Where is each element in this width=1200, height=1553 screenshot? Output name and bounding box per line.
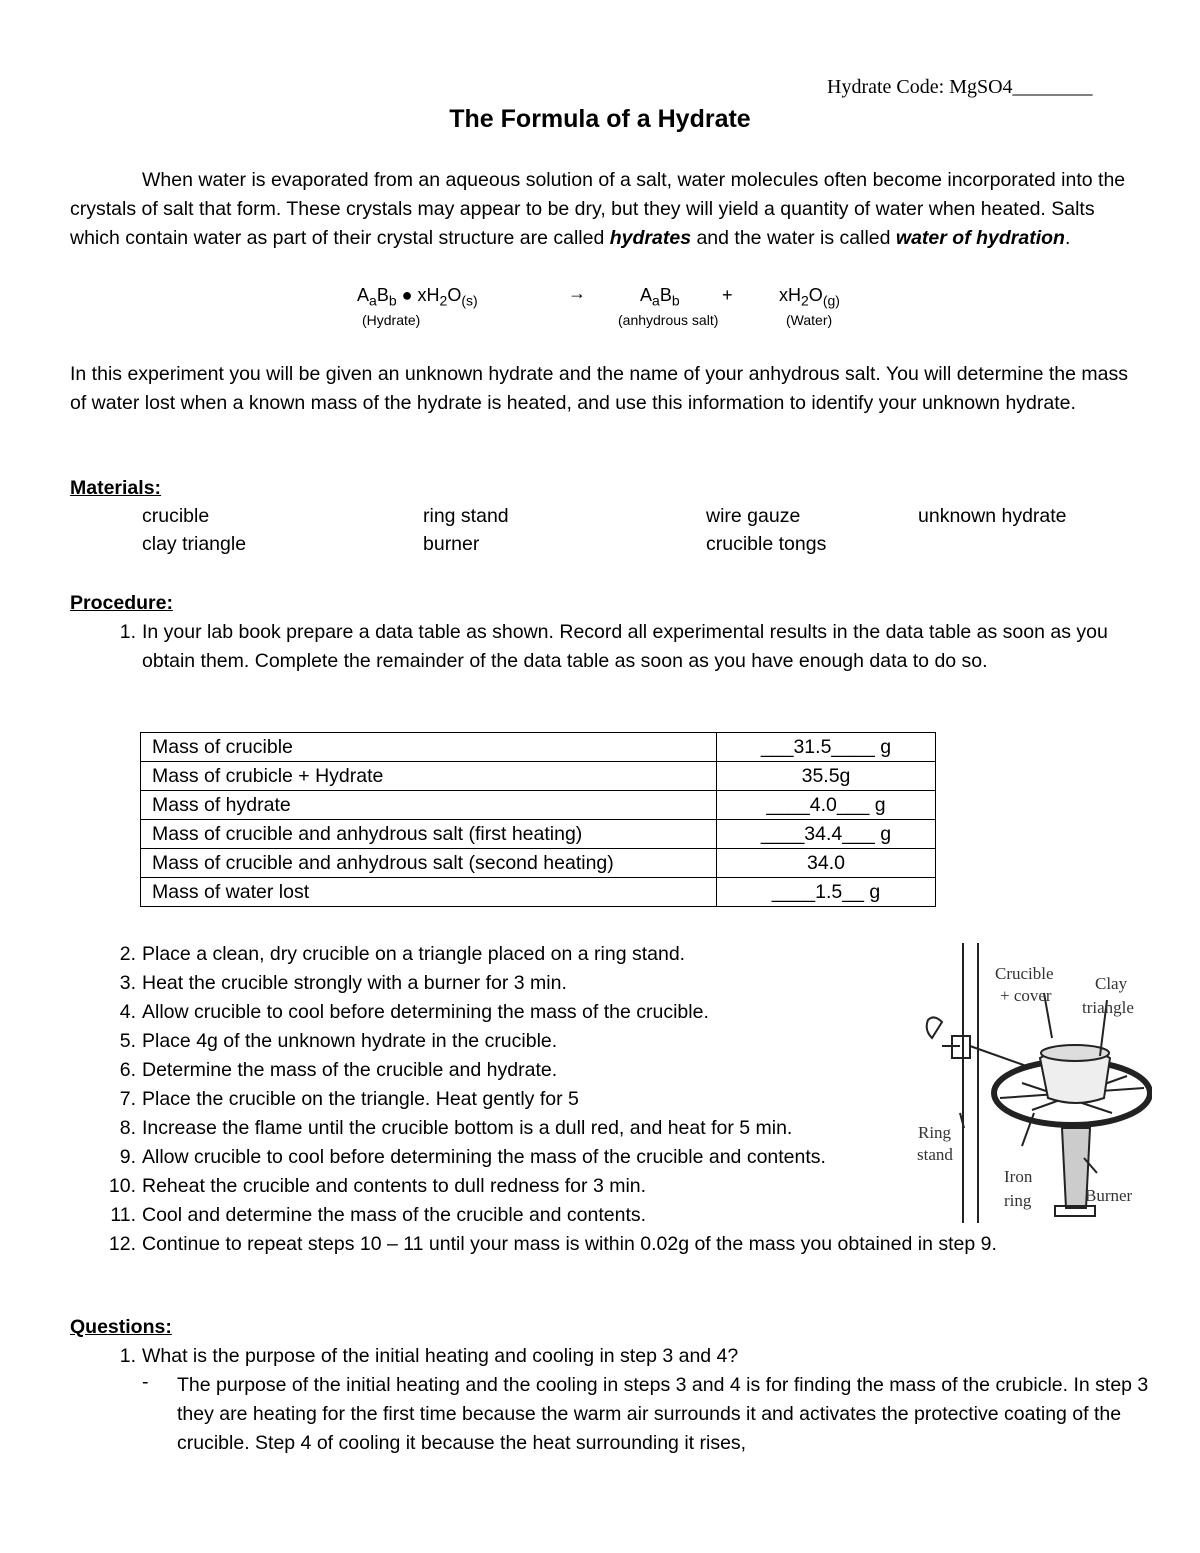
- label-hydrate: (Hydrate): [362, 312, 421, 328]
- procedure-step: [70, 940, 930, 969]
- table-row: [141, 762, 936, 791]
- step-text: Place a clean, dry crucible on a triangle placed on a ring stand.: [142, 943, 686, 965]
- table-row-label: Mass of water lost: [141, 878, 717, 907]
- question-1: 1. What is the purpose of the initial heating and cooling in step 3 and 4?: [119, 1345, 739, 1367]
- procedure-step: [70, 1143, 930, 1172]
- step-number: 9.: [119, 1146, 136, 1168]
- answer-1: The purpose of the initial heating and the cooling in steps 3 and 4 is for finding the mass of the crubicle. In step 3 they are heating for the first time because the warm air surrounds it and activates the protective coating of the crucible. Step 4 of cooling it because the heat surrounding it rises,: [177, 1374, 1149, 1454]
- step-text: Cool and determine the mass of the crucible and contents.: [142, 1204, 647, 1226]
- term-water-of-hydration: water of hydration: [895, 227, 1065, 249]
- table-row-label: Mass of crucible: [141, 733, 717, 762]
- procedure-step: [70, 969, 930, 998]
- procedure-step: [70, 998, 930, 1027]
- diagram-label-crucible: Crucible: [995, 964, 1054, 983]
- diagram-label-triangle: triangle: [1082, 998, 1134, 1017]
- material-item: ring stand: [423, 505, 509, 527]
- table-row: [141, 733, 936, 762]
- material-item: burner: [423, 533, 480, 555]
- diagram-label-iron-ring: ring: [1004, 1191, 1032, 1210]
- table-row-value: ____1.5__ g: [717, 878, 936, 907]
- step-number: 7.: [119, 1088, 136, 1110]
- step-text: Reheat the crucible and contents to dull redness for 3 min.: [142, 1175, 647, 1197]
- step-text: Heat the crucible strongly with a burner for 3 min.: [142, 972, 567, 994]
- step-text: Place the crucible on the triangle. Heat gently for 5: [142, 1088, 579, 1110]
- diagram-label-iron: Iron: [1004, 1167, 1033, 1186]
- intro-text-1: When water is evaporated from an aqueous solution of a salt, water molecules often become incorporated into the crystals of salt that form. These crystals may appear to be dry, but they will yield a quantity of water when heated. Salts which contain water as part of their crystal structure are called: [70, 169, 1126, 249]
- clamp-knob: [927, 1017, 942, 1038]
- table-row: [141, 791, 936, 820]
- table-row-value: ____34.4___ g: [717, 820, 936, 849]
- material-item: unknown hydrate: [918, 505, 1067, 527]
- reaction-arrow: →: [568, 283, 586, 303]
- data-table: [140, 732, 936, 907]
- term-hydrates: hydrates: [609, 227, 692, 249]
- table-row: [141, 820, 936, 849]
- answer-dash: -: [142, 1371, 149, 1393]
- table-row-label: Mass of hydrate: [141, 791, 717, 820]
- table-row-value: ____4.0___ g: [717, 791, 936, 820]
- diagram-label-clay: Clay: [1095, 974, 1128, 993]
- step-number: 2.: [119, 943, 136, 965]
- label-water: (Water): [786, 312, 833, 328]
- step-number: 8.: [119, 1117, 136, 1139]
- table-row-value: 35.5g: [717, 762, 936, 791]
- procedure-step: [70, 1085, 930, 1114]
- materials-heading: Materials:: [70, 477, 162, 499]
- procedure-step: [70, 1114, 930, 1143]
- table-row: [141, 878, 936, 907]
- equation-plus: +: [722, 285, 733, 305]
- diagram-label-stand: stand: [917, 1145, 953, 1164]
- table-row: [141, 849, 936, 878]
- equation-anhydrous: $A_aB_b$: [640, 285, 680, 309]
- step-number: 10.: [108, 1175, 136, 1197]
- table-row-value: 34.0: [717, 849, 936, 878]
- lab-apparatus-diagram: [912, 938, 1152, 1228]
- page-title: The Formula of a Hydrate: [449, 105, 751, 133]
- table-row-label: Mass of crubicle + Hydrate: [141, 762, 717, 791]
- procedure-step: [70, 1027, 930, 1056]
- table-row-value: ___31.5____ g: [717, 733, 936, 762]
- material-item: crucible: [142, 505, 210, 527]
- step-number: 12.: [108, 1233, 136, 1255]
- step-text: Allow crucible to cool before determining the mass of the crucible.: [142, 1001, 709, 1023]
- step-text: Place 4g of the unknown hydrate in the crucible.: [142, 1030, 558, 1052]
- procedure-step-1: 1. In your lab book prepare a data table as shown. Record all experimental results in the data table as soon as you obtain them. Complete the remainder of the data table as soon as you have enough data to do so.: [119, 621, 1108, 672]
- step-text: Increase the flame until the crucible bottom is a dull red, and heat for 5 min.: [142, 1117, 793, 1139]
- questions-heading: Questions:: [70, 1316, 172, 1338]
- step-text: Allow crucible to cool before determining the mass of the crucible and contents.: [142, 1146, 826, 1168]
- procedure-step: [70, 1230, 1200, 1259]
- intro-paragraph: [70, 166, 1140, 253]
- step-number: 5.: [119, 1030, 136, 1052]
- purpose-paragraph: In this experiment you will be given an unknown hydrate and the name of your anhydrous salt. You will determine the mass of water lost when a known mass of the hydrate is heated, and use this information to identify your unknown hydrate.: [70, 363, 1128, 414]
- material-item: clay triangle: [142, 533, 247, 555]
- table-row-label: Mass of crucible and anhydrous salt (second heating): [141, 849, 717, 878]
- procedure-heading: Procedure:: [70, 592, 173, 614]
- equation-hydrate: $A_aB_b$ ● $xH_2O_{(s)}$: [357, 285, 478, 309]
- hydrate-code: Hydrate Code: MgSO4________: [827, 76, 1093, 98]
- step-number: 6.: [119, 1059, 136, 1081]
- procedure-step: [70, 1201, 930, 1230]
- intro-text-2: and the water is called: [691, 227, 896, 249]
- table-row-label: Mass of crucible and anhydrous salt (first heating): [141, 820, 717, 849]
- step-number: 11.: [110, 1204, 136, 1226]
- diagram-label-ring: Ring: [918, 1123, 952, 1142]
- equation-water: $xH_2O_{(g)}$: [779, 285, 840, 309]
- procedure-step: [70, 1172, 930, 1201]
- procedure-step: [70, 1056, 930, 1085]
- procedure-steps: [70, 940, 997, 1259]
- diagram-label-cover: + cover: [1000, 986, 1052, 1005]
- step-number: 3.: [119, 972, 136, 994]
- intro-text-3: .: [1064, 227, 1071, 249]
- step-text: Determine the mass of the crucible and hydrate.: [142, 1059, 558, 1081]
- material-item: crucible tongs: [706, 533, 827, 555]
- step-number: 4.: [119, 1001, 136, 1023]
- label-anhydrous-salt: (anhydrous salt): [618, 312, 719, 328]
- step-text: Continue to repeat steps 10 – 11 until your mass is within 0.02g of the mass you obtained in step 9.: [142, 1233, 997, 1255]
- diagram-label-burner: Burner: [1085, 1186, 1133, 1205]
- material-item: wire gauze: [706, 505, 801, 527]
